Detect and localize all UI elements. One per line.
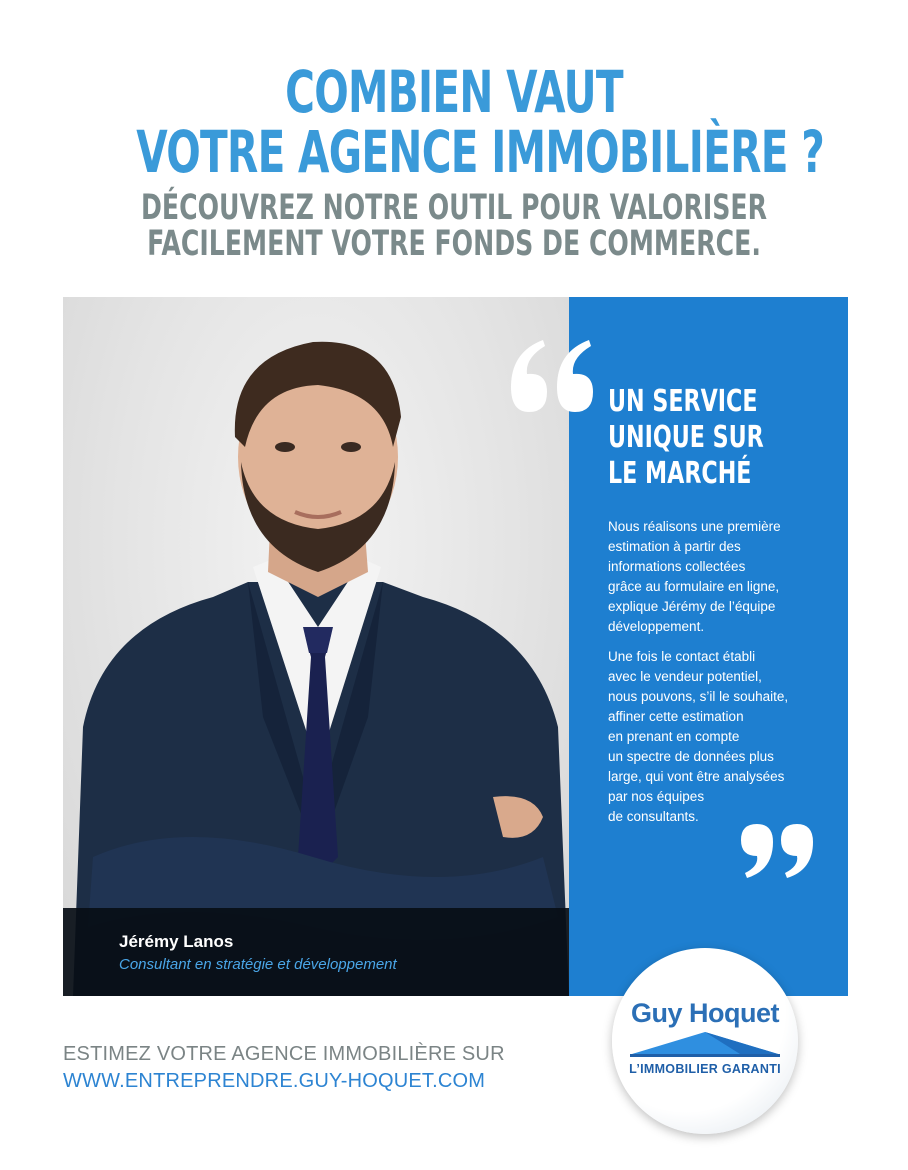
text-line: large, qui vont être analysées — [608, 769, 785, 784]
quote-paragraph-2 — [608, 647, 838, 827]
text-line: affiner cette estimation — [608, 709, 744, 724]
footer-cta: ESTIMEZ VOTRE AGENCE IMMOBILIÈRE SUR — [63, 1043, 505, 1065]
logo-tagline: L’IMMOBILIER GARANTI — [629, 1062, 781, 1076]
portrait-illustration — [63, 297, 569, 996]
subheadline — [127, 190, 781, 262]
text-line: nous pouvons, s’il le souhaite, — [608, 689, 789, 704]
open-quote-icon — [503, 332, 603, 422]
text-line: informations collectées — [608, 559, 746, 574]
footer-url-link[interactable]: WWW.ENTREPRENDRE.GUY-HOQUET.COM — [63, 1070, 486, 1092]
text-line: développement. — [608, 619, 705, 634]
text-line: un spectre de données plus — [608, 749, 774, 764]
close-quote-icon — [737, 820, 817, 880]
person-role: Consultant en stratégie et développement — [119, 956, 397, 973]
text-line: de consultants. — [608, 809, 699, 824]
quote-title — [608, 384, 786, 492]
text-line: Nous réalisons une première — [608, 519, 781, 534]
subheadline-line-1: DÉCOUVREZ NOTRE OUTIL POUR VALORISER — [140, 188, 768, 228]
quote-paragraph-1 — [608, 517, 838, 637]
text-line: grâce au formulaire en ligne, — [608, 579, 780, 594]
text-line: en prenant en compte — [608, 729, 740, 744]
headline — [136, 58, 825, 186]
person-name: Jérémy Lanos — [119, 932, 234, 951]
text-line: Une fois le contact établi — [608, 649, 756, 664]
text-line: explique Jérémy de l’équipe — [608, 599, 776, 614]
text-line: avec le vendeur potentiel, — [608, 669, 762, 684]
headline-line-1: COMBIEN VAUT — [285, 58, 623, 126]
text-line: estimation à partir des — [608, 539, 741, 554]
headline-line-2: VOTRE AGENCE IMMOBILIÈRE ? — [136, 118, 825, 186]
quote-title-line: UN SERVICE — [608, 384, 758, 419]
guy-hoquet-logo — [612, 948, 798, 1134]
subheadline-line-2: FACILEMENT VOTRE FONDS DE COMMERCE. — [147, 224, 761, 264]
quote-title-line: LE MARCHÉ — [608, 456, 752, 491]
logo-name: Guy Hoquet — [631, 998, 779, 1028]
caption-bar — [63, 908, 569, 996]
quote-title-line: UNIQUE SUR — [608, 420, 764, 455]
roof-icon — [630, 1030, 780, 1058]
portrait-photo — [63, 297, 569, 996]
text-line: par nos équipes — [608, 789, 705, 804]
